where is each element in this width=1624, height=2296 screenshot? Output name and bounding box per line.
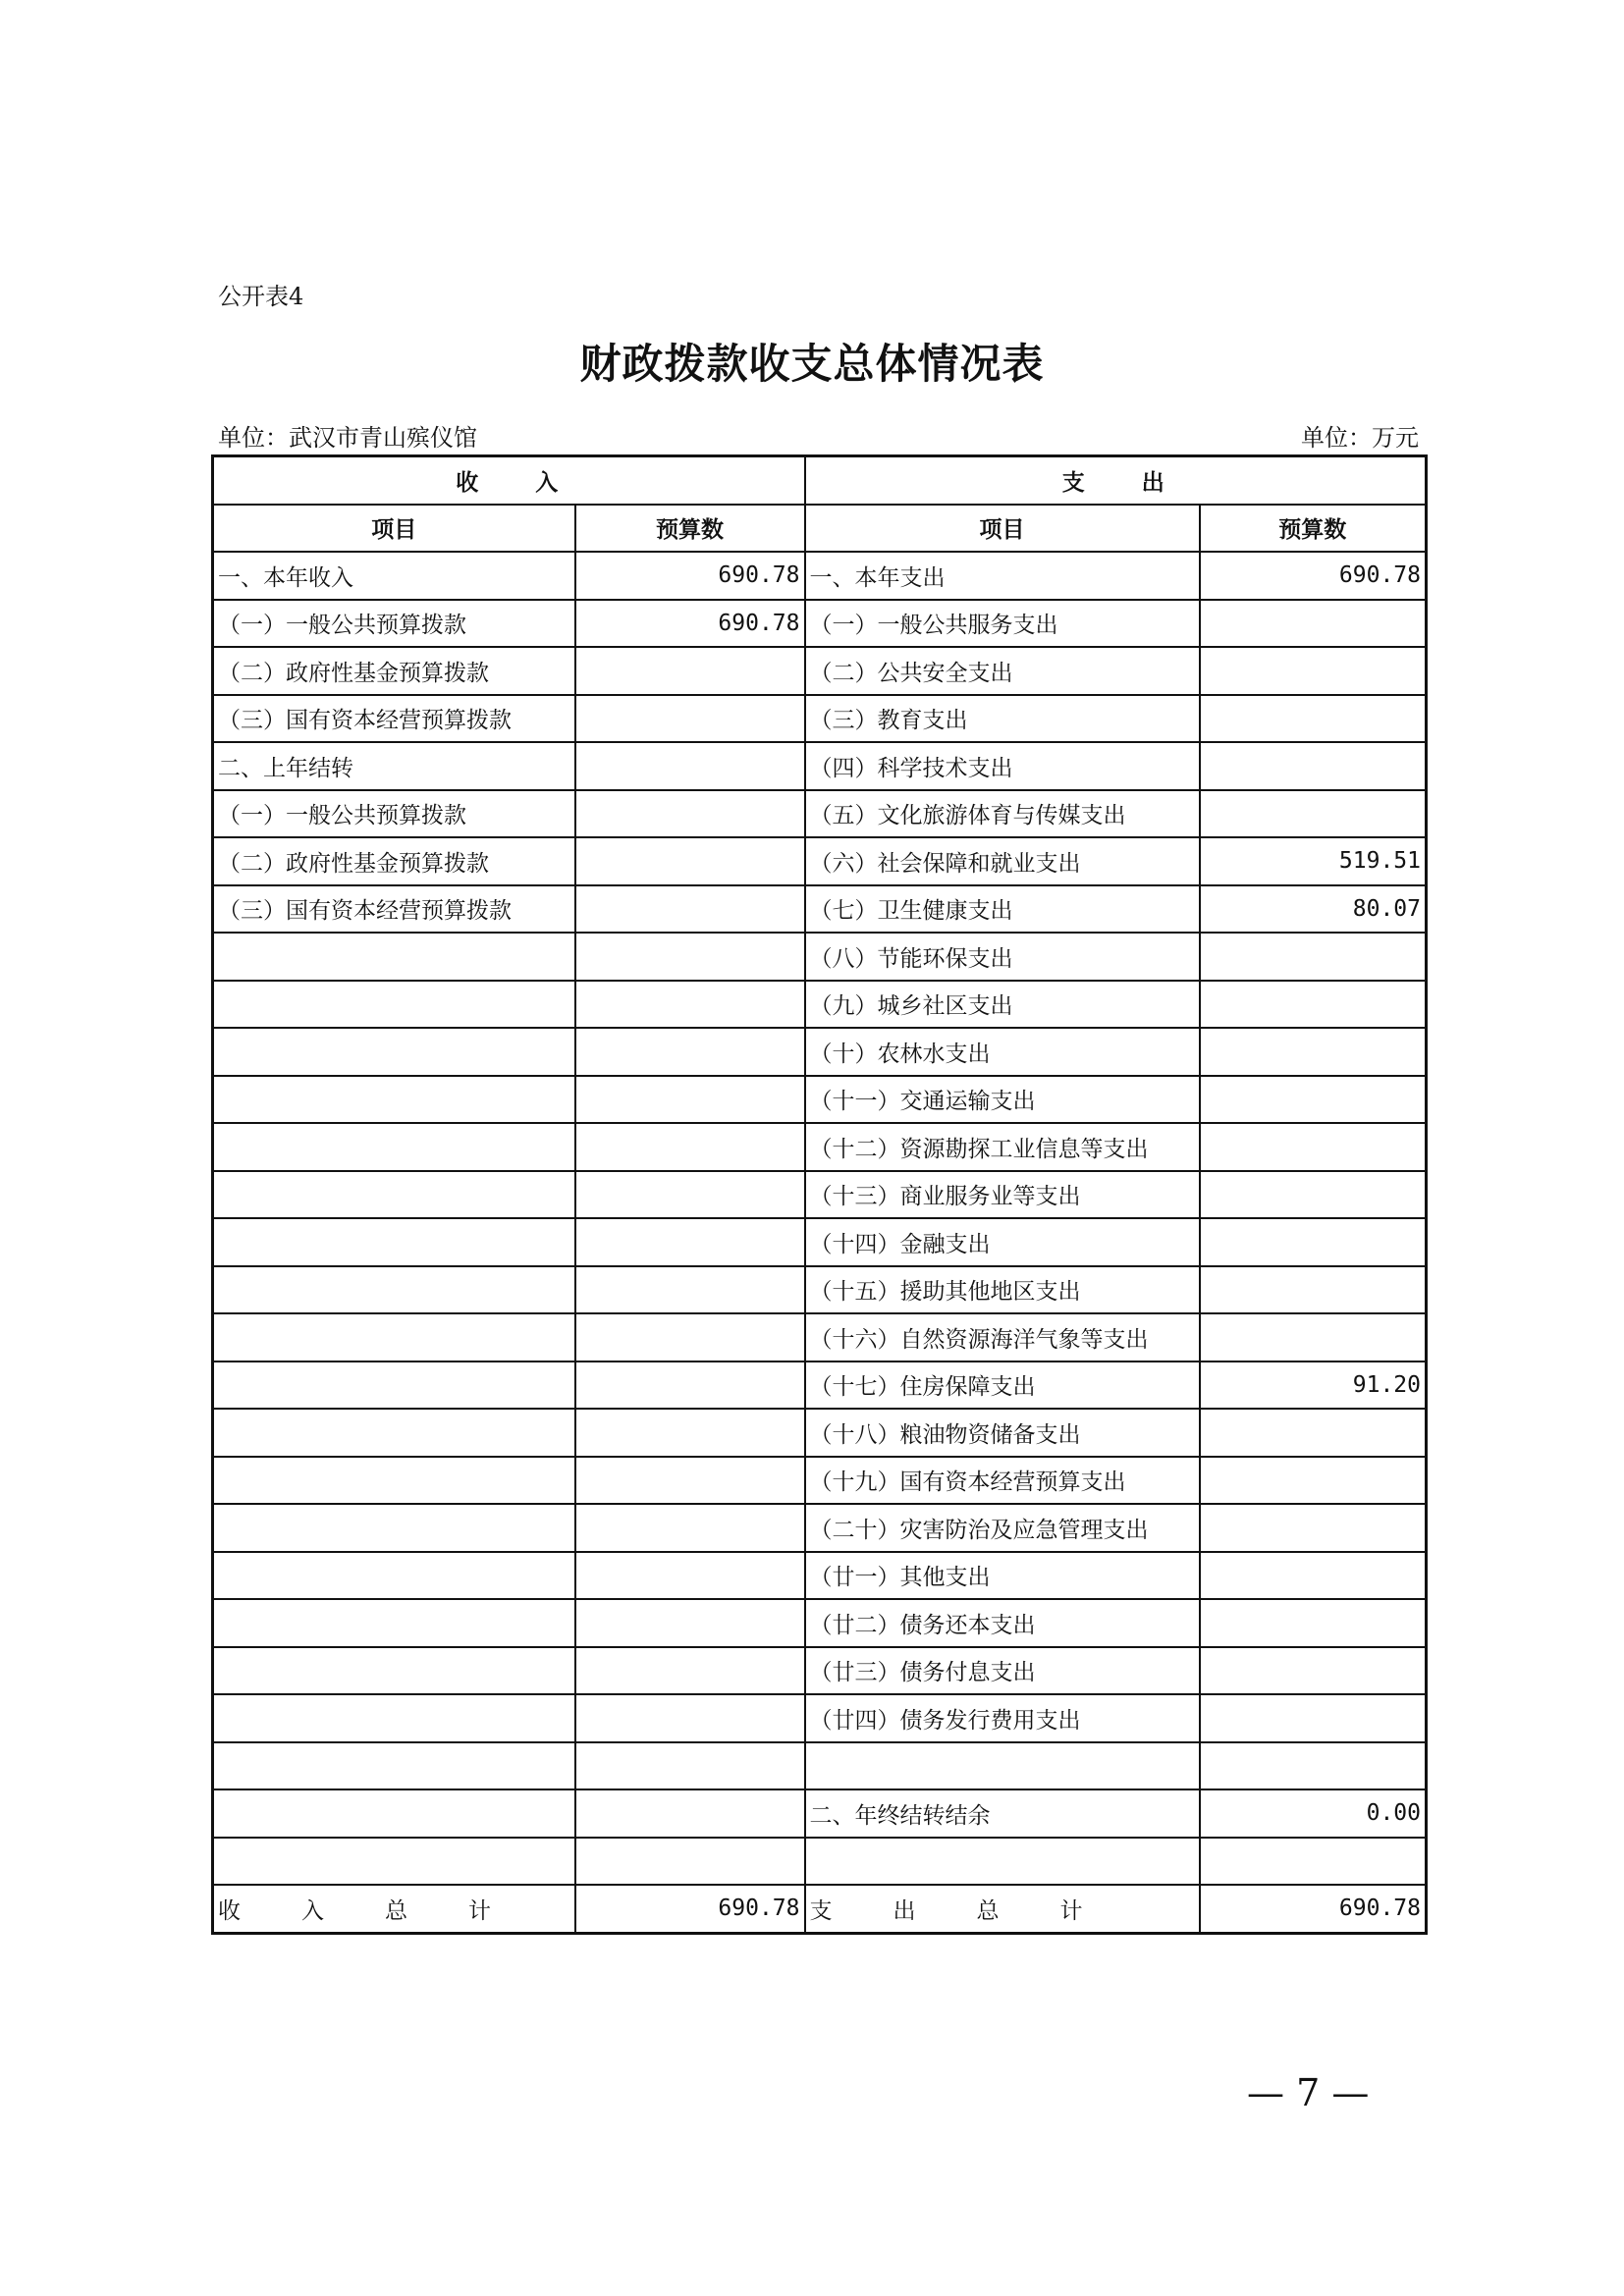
income-item-cell: （三）国有资本经营预算拨款	[213, 885, 575, 934]
income-item-cell	[213, 1647, 575, 1695]
table-row	[213, 885, 1427, 934]
income-item-cell	[213, 1028, 575, 1076]
income-budget-cell	[575, 981, 805, 1029]
income-budget-cell	[575, 837, 805, 885]
table-row	[213, 1599, 1427, 1647]
expense-budget-cell	[1200, 1266, 1427, 1314]
expense-item-cell: （六）社会保障和就业支出	[805, 837, 1200, 885]
table-row	[213, 1838, 1427, 1886]
income-budget-cell	[575, 647, 805, 695]
income-budget-cell	[575, 1457, 805, 1505]
expense-budget-cell: 80.07	[1200, 885, 1427, 934]
expense-budget-cell	[1200, 1742, 1427, 1790]
column-header-row	[213, 505, 1427, 553]
income-item-cell: 一、本年收入	[213, 552, 575, 600]
income-item-cell	[213, 981, 575, 1029]
table-row	[213, 1789, 1427, 1838]
total-row	[213, 1885, 1427, 1933]
table-body	[213, 552, 1427, 1885]
income-item-cell: （一）一般公共预算拨款	[213, 790, 575, 838]
expense-item-cell: （十九）国有资本经营预算支出	[805, 1457, 1200, 1505]
expense-item-cell: （廿四）债务发行费用支出	[805, 1694, 1200, 1742]
expense-item-cell: （五）文化旅游体育与传媒支出	[805, 790, 1200, 838]
expense-item-cell: （廿三）债务付息支出	[805, 1647, 1200, 1695]
expense-budget-cell: 519.51	[1200, 837, 1427, 885]
organization-unit-label: 单位：武汉市青山殡仪馆	[218, 424, 477, 452]
income-budget-cell	[575, 1266, 805, 1314]
income-item-cell: （一）一般公共预算拨款	[213, 600, 575, 648]
table-row	[213, 790, 1427, 838]
expense-budget-cell	[1200, 647, 1427, 695]
income-item-cell	[213, 1694, 575, 1742]
expense-item-cell: （十二）资源勘探工业信息等支出	[805, 1123, 1200, 1171]
expense-item-cell: （十）农林水支出	[805, 1028, 1200, 1076]
income-total-label: 收 入 总 计	[213, 1885, 575, 1933]
expense-budget-cell	[1200, 1838, 1427, 1886]
income-budget-cell	[575, 1599, 805, 1647]
expense-item-cell: （一）一般公共服务支出	[805, 600, 1200, 648]
expense-item-cell: （七）卫生健康支出	[805, 885, 1200, 934]
income-budget-cell	[575, 1171, 805, 1219]
table-row	[213, 1313, 1427, 1362]
income-budget-cell: 690.78	[575, 600, 805, 648]
expense-item-cell: （十四）金融支出	[805, 1218, 1200, 1266]
expense-item-cell: （三）教育支出	[805, 695, 1200, 743]
income-budget-cell	[575, 1076, 805, 1124]
expense-budget-cell	[1200, 933, 1427, 981]
income-item-cell	[213, 1362, 575, 1410]
income-item-cell: （三）国有资本经营预算拨款	[213, 695, 575, 743]
expense-item-cell: （二十）灾害防治及应急管理支出	[805, 1504, 1200, 1552]
income-item-cell	[213, 1742, 575, 1790]
table-row	[213, 1457, 1427, 1505]
table-row	[213, 1409, 1427, 1457]
expense-budget-cell	[1200, 1076, 1427, 1124]
expense-item-cell: （十一）交通运输支出	[805, 1076, 1200, 1124]
expense-budget-cell	[1200, 1457, 1427, 1505]
expense-item-cell: 一、本年支出	[805, 552, 1200, 600]
table-row	[213, 1504, 1427, 1552]
expense-budget-cell	[1200, 1599, 1427, 1647]
income-item-cell	[213, 1409, 575, 1457]
expense-item-cell	[805, 1742, 1200, 1790]
table-row	[213, 1028, 1427, 1076]
income-budget-cell	[575, 1362, 805, 1410]
income-budget-cell	[575, 1409, 805, 1457]
expense-budget-cell: 690.78	[1200, 552, 1427, 600]
expense-budget-cell	[1200, 1409, 1427, 1457]
expense-budget-cell	[1200, 981, 1427, 1029]
expense-budget-cell	[1200, 1171, 1427, 1219]
income-item-cell: 二、上年结转	[213, 742, 575, 790]
income-budget-cell	[575, 1552, 805, 1600]
table-row	[213, 552, 1427, 600]
expense-budget-cell	[1200, 1647, 1427, 1695]
table-row	[213, 1362, 1427, 1410]
table-row	[213, 1647, 1427, 1695]
table-row	[213, 1742, 1427, 1790]
income-budget-cell	[575, 1028, 805, 1076]
income-budget-cell	[575, 790, 805, 838]
expense-budget-cell	[1200, 1504, 1427, 1552]
table-row	[213, 1171, 1427, 1219]
table-row	[213, 981, 1427, 1029]
income-budget-cell	[575, 695, 805, 743]
expense-budget-cell	[1200, 1218, 1427, 1266]
income-item-cell	[213, 1076, 575, 1124]
table-row	[213, 1552, 1427, 1600]
table-row	[213, 647, 1427, 695]
budget-table	[211, 454, 1428, 1935]
expense-budget-cell	[1200, 742, 1427, 790]
expense-item-cell: （十五）援助其他地区支出	[805, 1266, 1200, 1314]
income-item-cell	[213, 1313, 575, 1362]
income-budget-cell	[575, 1504, 805, 1552]
income-budget-cell	[575, 1789, 805, 1838]
income-budget-cell: 690.78	[575, 552, 805, 600]
expense-total-value: 690.78	[1200, 1885, 1427, 1933]
income-item-header: 项目	[213, 505, 575, 553]
income-item-cell	[213, 1504, 575, 1552]
expense-budget-cell	[1200, 1123, 1427, 1171]
expense-budget-cell	[1200, 1313, 1427, 1362]
expense-item-cell: （二）公共安全支出	[805, 647, 1200, 695]
table-row	[213, 1123, 1427, 1171]
expense-budget-cell	[1200, 790, 1427, 838]
expense-budget-cell	[1200, 1694, 1427, 1742]
income-budget-cell	[575, 1647, 805, 1695]
income-budget-cell	[575, 1838, 805, 1886]
income-item-cell	[213, 1218, 575, 1266]
section-header-row	[213, 456, 1427, 505]
income-budget-cell	[575, 1742, 805, 1790]
expense-item-cell: （廿一）其他支出	[805, 1552, 1200, 1600]
income-item-cell	[213, 1838, 575, 1886]
page-number: — 7 —	[1247, 2071, 1370, 2114]
page-title: 财政拨款收支总体情况表	[579, 340, 1045, 388]
expense-section-header: 支 出	[805, 456, 1427, 505]
income-item-cell	[213, 1123, 575, 1171]
expense-item-cell: （九）城乡社区支出	[805, 981, 1200, 1029]
table-row	[213, 1076, 1427, 1124]
income-budget-cell	[575, 885, 805, 934]
income-budget-header: 预算数	[575, 505, 805, 553]
expense-budget-cell: 91.20	[1200, 1362, 1427, 1410]
income-budget-cell	[575, 1694, 805, 1742]
expense-item-cell: （十八）粮油物资储备支出	[805, 1409, 1200, 1457]
income-item-cell	[213, 1171, 575, 1219]
expense-item-cell: （八）节能环保支出	[805, 933, 1200, 981]
income-budget-cell	[575, 933, 805, 981]
income-budget-cell	[575, 742, 805, 790]
expense-item-cell: （十三）商业服务业等支出	[805, 1171, 1200, 1219]
table-row	[213, 1266, 1427, 1314]
expense-item-cell: （廿二）债务还本支出	[805, 1599, 1200, 1647]
expense-item-cell: （四）科学技术支出	[805, 742, 1200, 790]
income-item-cell	[213, 1599, 575, 1647]
income-budget-cell	[575, 1218, 805, 1266]
table-row	[213, 933, 1427, 981]
income-section-header: 收 入	[213, 456, 805, 505]
expense-item-cell: （十六）自然资源海洋气象等支出	[805, 1313, 1200, 1362]
table-row	[213, 600, 1427, 648]
income-budget-cell	[575, 1123, 805, 1171]
table-row	[213, 1694, 1427, 1742]
expense-item-cell: 二、年终结转结余	[805, 1789, 1200, 1838]
expense-budget-cell	[1200, 1552, 1427, 1600]
table-number-label: 公开表4	[218, 283, 304, 310]
expense-budget-cell	[1200, 695, 1427, 743]
income-item-cell	[213, 1266, 575, 1314]
expense-budget-header: 预算数	[1200, 505, 1427, 553]
income-item-cell	[213, 1457, 575, 1505]
expense-item-cell: （十七）住房保障支出	[805, 1362, 1200, 1410]
expense-item-header: 项目	[805, 505, 1200, 553]
expense-budget-cell	[1200, 1028, 1427, 1076]
table-row	[213, 695, 1427, 743]
expense-budget-cell: 0.00	[1200, 1789, 1427, 1838]
table-row	[213, 742, 1427, 790]
income-item-cell: （二）政府性基金预算拨款	[213, 647, 575, 695]
income-budget-cell	[575, 1313, 805, 1362]
expense-item-cell	[805, 1838, 1200, 1886]
income-item-cell	[213, 933, 575, 981]
expense-total-label: 支 出 总 计	[805, 1885, 1200, 1933]
table-row	[213, 837, 1427, 885]
income-item-cell: （二）政府性基金预算拨款	[213, 837, 575, 885]
income-total-value: 690.78	[575, 1885, 805, 1933]
income-item-cell	[213, 1789, 575, 1838]
expense-budget-cell	[1200, 600, 1427, 648]
currency-unit-label: 单位：万元	[1301, 424, 1419, 452]
table-row	[213, 1218, 1427, 1266]
income-item-cell	[213, 1552, 575, 1600]
